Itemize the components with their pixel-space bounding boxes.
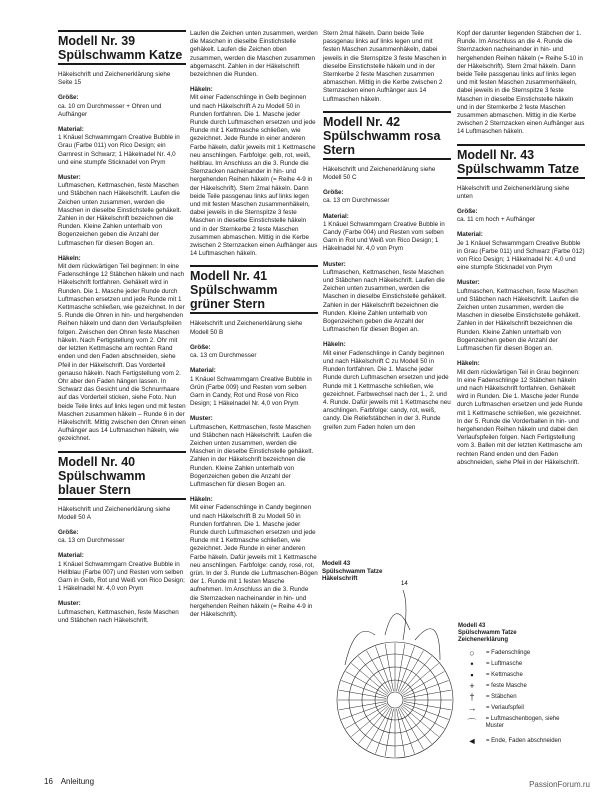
- legend-item: → = Verlaufspfeil: [458, 703, 578, 714]
- model-40-title: Modell Nr. 40 Spülschwamm blauer Stern: [58, 451, 186, 500]
- end-marker-icon: ◄: [467, 735, 477, 746]
- model-39-title: Modell Nr. 39 Spülschwamm Katze: [58, 30, 186, 65]
- model-43-title: Modell Nr. 43 Spülschwamm Tatze: [457, 144, 585, 179]
- arrow-icon: →: [467, 703, 477, 713]
- model-42-title: Modell Nr. 42 Spülschwamm rosa Stern: [323, 111, 451, 160]
- diagram-label-14: 14: [401, 581, 408, 587]
- chain-arch-icon: ⌒: [467, 717, 477, 728]
- legend-item: ◄ = Ende, Faden abschneiden: [458, 732, 578, 750]
- crochet-chart-diagram: [315, 555, 465, 770]
- column-2: Laufen die Zeichen unten zusammen, werden die Maschen in dieselbe Einstichstelle gehäkelt. Laufen die Zeichen oben zusammen, werden die Maschen zusammen abgemascht. Zahlen in der Häkelschrift bezeichnen die Runden. Häkeln: Mit einer Fadenschlinge in Gelb beginnen und nach Häkelschrift A zu Modell 50 in Runden fortfahren. Die 1. Masche jeder Runde durch Luftmaschen ersetzen und jede Runde mit 1 Kettmasche schließen, wie gezeichnet. Jede Runde in einer anderen Farbe häkeln, dafür jeweils mit 1 Kettmasche neu anschlingen. Farbfolge: gelb, rot, weiß, hellblau. Im Anschluss an die 3. Runde die Sternzacken nacheinander in hin- und hergehenden Reihen häkeln (= Reihe 4-9 in der Häkelschrift). Stern 2mal häkeln. Dann beide Teile passgenau links auf links legen und mit festen Maschen zusammenhäkeln, dabei jeweils in die Sternspitze 3 feste Maschen in dieselbe Einstichstelle häkeln und in der Sternkerbe 2 feste Maschen zusammen abmaschen. Mittig in die Kerbe zwischen 2 Sternzacken einen Aufhänger aus 14 Luftmaschen häkeln. Modell Nr. 41 Spülschwamm grüner Stern Häkelschrift und Zeichenerklärung siehe Modell 50 B Größe: ca. 13 cm Durchmesser Material: 1 Knäuel Schwammgarn Creative Bubble in Grün (Farbe 009) und Resten vom selben Garn in Candy, Rot und Rosé von Rico Design; 1 Häkelnadel Nr. 4,0 von Prym Muster: Luftmaschen, Kettmaschen, feste Maschen und Stäbchen nach Häkelschrift. Laufen die Zeichen unten zusammen, werden die Maschen in dieselbe Einstichstelle gehäkelt. Zahlen in der Häkelschrift bezeichnen die Runden. Kleine Zahlen unterhalb von Bogenzeichen geben die Anzahl der Luftmaschen für diesen Bogen an. Häkeln: Mit einer Fadenschlinge in Candy beginnen und nach Häkelschrift B zu Modell 50 in Runden fortfahren. Die 1. Masche jeder Runde durch Luftmaschen ersetzen und jede Runde mit 1 Kettmasche schließen, wie gezeichnet. Jede Runde in einer anderen Farbe häkeln. Dafür jeweils mit 1 Kettmasche neu anschlingen. Farbfolge: candy, rosé, rot, grün. In der 3. Runde die Luftmaschen-Bögen der 1. Runde mit 1 festen Masche aufnehmen. Im Anschluss an die 3. Runde die Sternzacken nacheinander in hin- und hergehenden Reihen häkeln (= Reihe 4-9 in der Häkelschrift).: [190, 30, 318, 618]
- legend: [458, 623, 578, 750]
- model-41-title: Modell Nr. 41 Spülschwamm grüner Stern: [190, 265, 318, 314]
- legend-item: † = Stäbchen: [458, 692, 578, 703]
- legend-item: ⌒ = Luftmaschenbogen, siehe Muster: [458, 714, 578, 732]
- double-crochet-icon: †: [469, 692, 475, 702]
- legend-item: ○ = Fadenschlinge: [458, 648, 578, 659]
- legend-item: + = feste Masche: [458, 681, 578, 692]
- column-1: Modell Nr. 39 Spülschwamm Katze Häkelschrift und Zeichenerklärung siehe Seite 15 Größe: ca. 10 cm Durchmesser + Ohren und Aufhänger Material: 1 Knäuel Schwammgarn Creative Bubble in Grau (Farbe 011) von Rico Design; ein Garnrest in Schwarz; 1 Häkelnadel Nr. 4,0 und eine stumpfe Sticknadel von Prym Muster: Luftmaschen, Kettmaschen, feste Maschen und Stäbchen nach Häkelschrift. Laufen die Zeichen unten zusammen, werden die Maschen in dieselbe Einstichstelle gehäkelt. Zahlen in der Häkelschrift bezeichnen die Runden. Kleine Zahlen unterhalb von Bogenzeichen geben die Anzahl der Luftmaschen für diesen Bogen an. Häkeln: Mit dem rückwärtigen Teil beginnen: In eine Fadenschlinge 12 Stäbchen häkeln und nach Häkelschrift fortfahren. Gehäkelt wird in Runden. Die 1. Masche jeder Runde durch Luftmaschen ersetzen und jede Runde mit 1 Kettmasche schließen, wie gezeichnet. In der 5. Runde die Ohren in hin- und hergehenden Reihen häkeln und dann den Verlaufspfeilen folgen. Zwischen den Ohren feste Maschen häkeln. Nach Fertigstellung vom 2. Ohr mit der letzten Kettmasche am rechten Rand enden und den Faden abschneiden, siehe Pfeil in der Häkelschrift. Das Vorderteil genauso häkeln. Nach Fertigstellung vom 2. Ohr aber den Faden hängen lassen. In Schwarz das Gesicht und die Schnurrhaare auf das Vorderteil sticken, siehe Foto. Nun beide Teile links auf links legen und mit festen Maschen zusammen häkeln – Runde 6 in der Häkelschrift. Mittig zwischen den Ohren einen Aufhänger aus 14 Luftmaschen häkeln, wie gezeichnet. Modell Nr. 40 Spülschwamm blauer Stern Häkelschrift und Zeichenerklärung siehe Modell 50 A Größe: ca. 13 cm Durchmesser Material: 1 Knäuel Schwammgarn Creative Bubble in Hellblau (Farbe 007) und Resten vom selben Garn in Gelb, Rot und Weiß von Rico Design; 1 Häkelnadel Nr. 4,0 von Prym Muster: Luftmaschen, Kettmaschen, feste Maschen und Stäbchen nach Häkelschrift.: [58, 30, 186, 632]
- single-crochet-icon: +: [469, 681, 475, 691]
- column-4: Kopf der darunter liegenden Stäbchen der 1. Runde. Im Anschluss an die 4. Runde die Sternzacken nacheinander in hin- und hergehenden Reihen häkeln (= Reihe 5-10 in der Häkelschrift). Stern 2mal häkeln. Dann beide Teile passgenau links auf links legen und mit festen Maschen zusammenhäkeln, dabei jeweils in die Sternspitze 3 feste Maschen in dieselbe Einstichstelle häkeln und in der Sternkerbe 2 feste Maschen zusammen abmaschen. Mittig in die Kerbe zwischen 2 Sternzacken einen Aufhänger aus 14 Luftmaschen häkeln. Modell Nr. 43 Spülschwamm Tatze Häkelschrift und Zeichenerklärung siehe unten Größe: ca. 11 cm hoch + Aufhänger Material: Je 1 Knäuel Schwammgarn Creative Bubble in Grau (Farbe 011) und Schwarz (Farbe 012) von Rico Design; 1 Häkelnadel Nr. 4,0 und eine stumpfe Sticknadel von Prym Muster: Luftmaschen, Kettmaschen, feste Maschen und Stäbchen nach Häkelschrift. Laufen die Zeichen unten zusammen, werden die Maschen in dieselbe Einstichstelle gehäkelt. Zahlen in der Häkelschrift bezeichnen die Runden. Kleine Zahlen unterhalb von Bogenzeichen geben die Anzahl der Luftmaschen für diesen Bogen an. Häkeln: Mit dem rückwärtigen Teil in Grau beginnen: In eine Fadenschlinge 12 Stäbchen häkeln und nach Häkelschrift fortfahren. Gehäkelt wird in Runden. Die 1. Masche jeder Runde durch Luftmaschen ersetzen und jede Runde mit 1 Kettmasche schließen, wie gezeichnet. In der 5. Runde die Vorderballen in hin- und hergehenden Reihen häkeln und dabei den Verlaufspfeilen folgen. Nach Fertigstellung vom 3. Ballen mit der letzten Kettmasche am rechten Rand enden und den Faden abschneiden, siehe Pfeil in der Häkelschrift.: [457, 30, 585, 466]
- slip-stitch-icon: ▪: [470, 670, 474, 680]
- loop-icon: ○: [469, 648, 475, 658]
- chain-stitch-icon: •: [470, 659, 474, 669]
- watermark: PassionForum.ru: [529, 780, 590, 789]
- legend-item: ▪ = Kettmasche: [458, 670, 578, 681]
- section-label: Anleitung: [60, 777, 95, 786]
- legend-item: • = Luftmasche: [458, 659, 578, 670]
- page-footer: [44, 777, 94, 786]
- page-number: 16: [44, 777, 53, 786]
- diagram-title: Modell 43 Spülschwamm Tatze Häkelschrift: [322, 560, 383, 582]
- column-3: Stern 2mal häkeln. Dann beide Teile passgenau links auf links legen und mit festen Maschen zusammenhäkeln, dabei jeweils in die Sternspitze 3 feste Maschen in dieselbe Einstichstelle häkeln und in der Sternkerbe 2 feste Maschen zusammen abmaschen. Mittig in die Kerbe zwischen 2 Sternzacken einen Aufhänger aus 14 Luftmaschen häkeln. Modell Nr. 42 Spülschwamm rosa Stern Häkelschrift und Zeichenerklärung siehe Modell 50 C Größe: ca. 13 cm Durchmesser Material: 1 Knäuel Schwammgarn Creative Bubble in Candy (Farbe 004) und Resten vom selben Garn in Rot und Weiß von Rico Design; 1 Häkelnadel Nr. 4,0 von Prym Muster: Luftmaschen, Kettmaschen, feste Maschen und Stäbchen nach Häkelschrift. Laufen die Zeichen unten zusammen, werden die Maschen in dieselbe Einstichstelle gehäkelt. Zahlen in der Häkelschrift bezeichnen die Runden. Kleine Zahlen unterhalb von Bogenzeichen geben die Anzahl der Luftmaschen für diesen Bogen an. Häkeln: Mit einer Fadenschlinge in Candy beginnen und nach Häkelschrift C zu Modell 50 in Runden fortfahren. Die 1. Masche jeder Runde durch Luftmaschen ersetzen und jede Runde mit 1 Kettmasche schließen, wie gezeichnet. Farbwechsel nach der 1., 2. und 4. Runde. Dafür jeweils mit 1 Kettmasche neu anschlingen. Farbfolge: candy, rot, weiß, candy. Die Reliefstäbchen in der 3. Runde greifen zum Faden holen um den: [323, 30, 451, 431]
- legend-title: Modell 43 Spülschwamm Tatze Zeichenerklärung: [458, 623, 517, 643]
